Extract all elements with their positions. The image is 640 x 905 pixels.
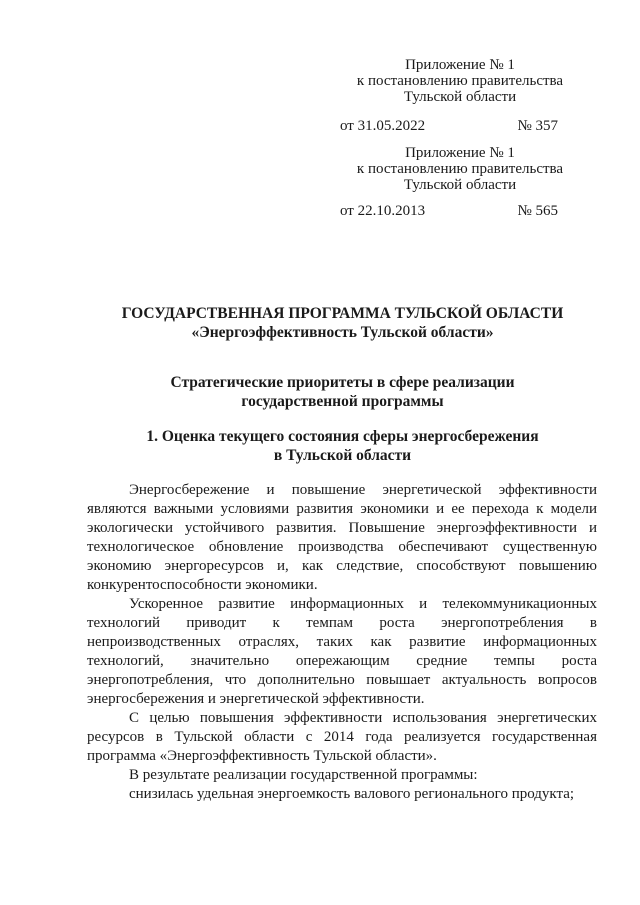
body-text — [87, 481, 597, 804]
appendix-current-line1: Приложение № 1 — [405, 57, 515, 73]
appendix-current — [340, 57, 580, 105]
appendix-original-date-line — [340, 203, 558, 220]
paragraph: Ускоренное развитие информационных и телекоммуникационных технологий приводит к темпам роста энергопотребления в непроизводственных отраслях, таких как развитие информационных технологий, значительно опережающим средние темпы роста энергопотребления, что дополнительно повышает актуальность вопросов энергосбережения и энергетической эффективности. — [87, 596, 597, 707]
appendix-original-number: № 565 — [517, 203, 558, 219]
appendix-current-date: от 31.05.2022 — [340, 118, 426, 134]
appendix-original-line3: Тульской области — [403, 177, 517, 193]
appendix-original — [340, 145, 580, 193]
subsection-title — [60, 427, 625, 465]
section-title — [60, 373, 625, 411]
section-title-line1: Стратегические приоритеты в сфере реализации — [170, 374, 515, 391]
program-title-line1: ГОСУДАРСТВЕННАЯ ПРОГРАММА ТУЛЬСКОЙ ОБЛАСТИ — [121, 305, 564, 322]
appendix-current-line2: к постановлению правительства — [356, 73, 564, 89]
appendix-original-line1: Приложение № 1 — [405, 145, 515, 161]
subsection-title-line1: 1. Оценка текущего состояния сферы энергосбережения — [146, 428, 539, 445]
appendix-current-date-line — [340, 118, 558, 135]
paragraph: С целью повышения эффективности использования энергетических ресурсов в Тульской области с 2014 года реализуется государственная программа «Энергоэффективность Тульской области». — [87, 710, 597, 764]
appendix-original-line2: к постановлению правительства — [356, 161, 564, 177]
paragraph: В результате реализации государственной программы: — [129, 767, 478, 783]
appendix-current-number: № 357 — [517, 118, 558, 134]
program-title-line2: «Энергоэффективность Тульской области» — [191, 324, 494, 341]
paragraph: Энергосбережение и повышение энергетической эффективности являются важными условиями развития экономики и ее перехода к модели экологически устойчивого развития. Повышение энергоэффективности и технологическое обновление производства обеспечивают существенную экономию энергоресурсов и, как следствие, способствуют повышению конкурентоспособности экономики. — [87, 482, 597, 593]
program-title — [60, 304, 625, 342]
paragraph: снизилась удельная энергоемкость валового регионального продукта; — [129, 786, 575, 802]
appendix-current-line3: Тульской области — [403, 89, 517, 105]
subsection-title-line2: в Тульской области — [273, 447, 412, 464]
section-title-line2: государственной программы — [241, 393, 444, 410]
appendix-original-date: от 22.10.2013 — [340, 203, 426, 219]
